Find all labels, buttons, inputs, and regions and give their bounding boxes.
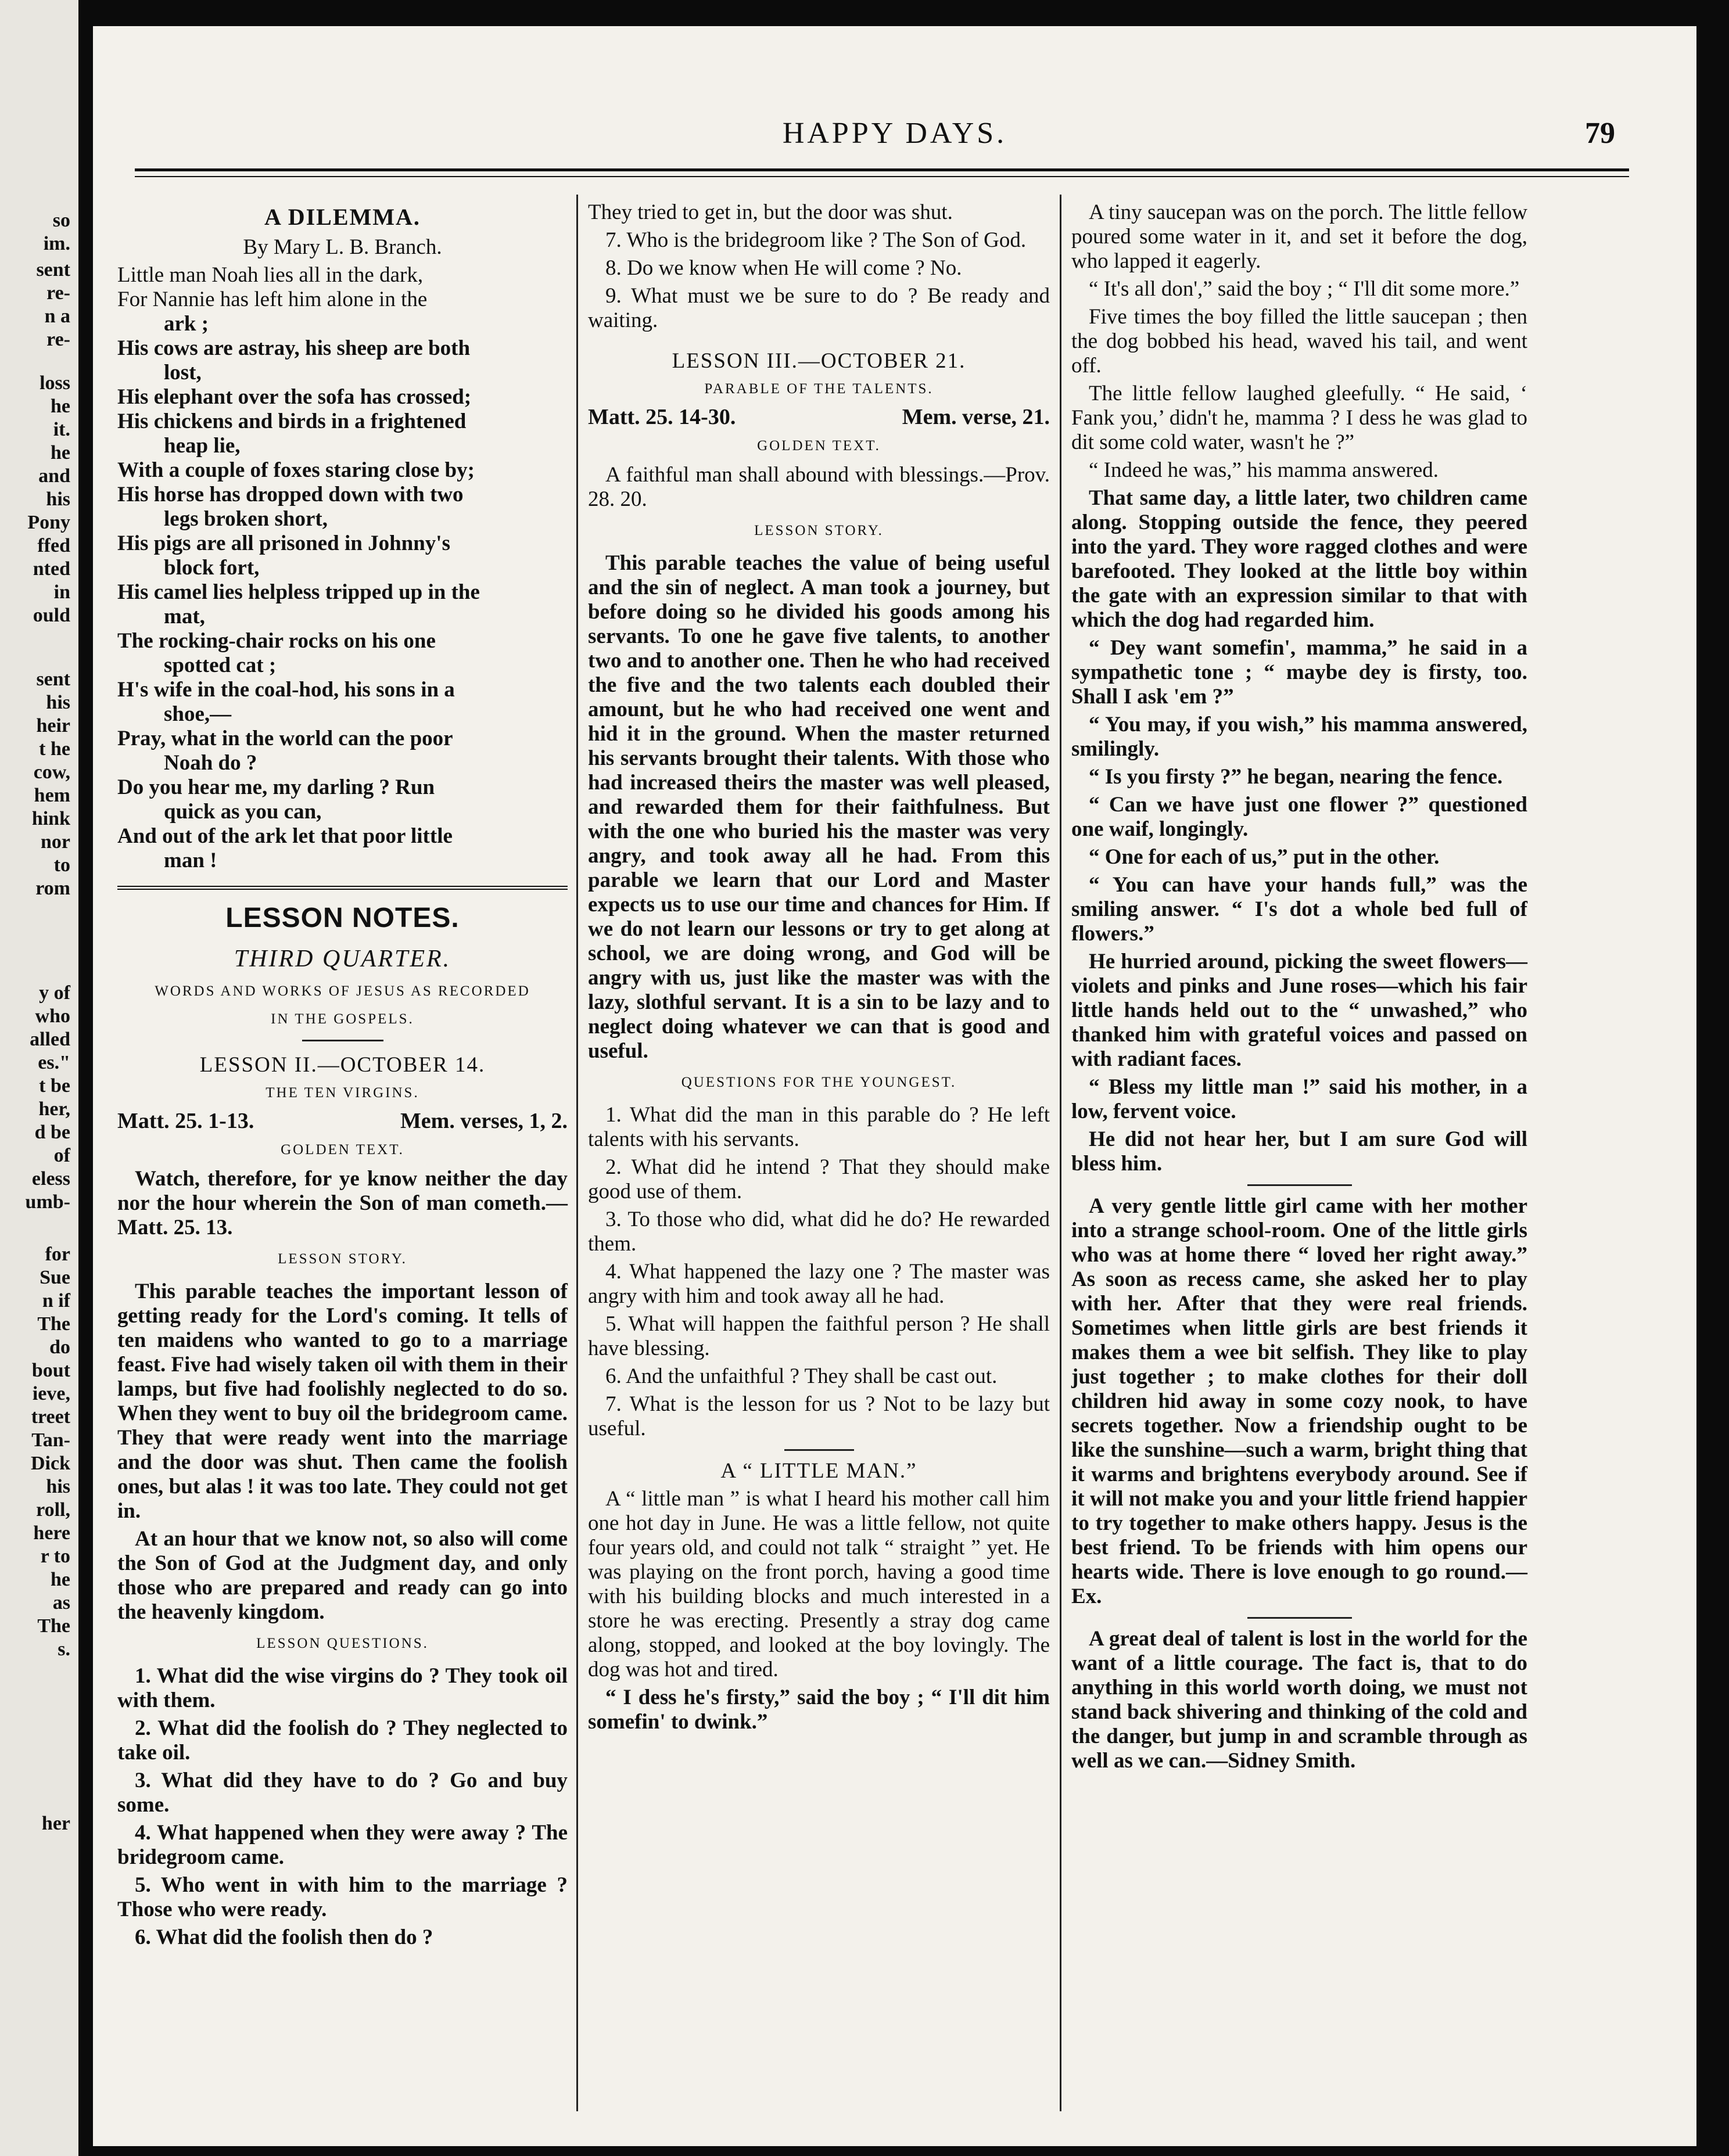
courage-article: A great deal of talent is lost in the world for the want of a little courage. The fact is, that to do anything in this world worth doing, we must not stand back shivering and thinking of the cold and the danger, but jump in and scramble through as well as we can.—Sidney Smith. — [1071, 1627, 1527, 1773]
lesson-story-paragraph: This parable teaches the value of being useful and the sin of neglect. A man took a journey, but before doing so he divided his goods among his servants. To one he gave five talents, to another two and to another one. Then he who had received the five and the two talents each doubled their amount, but he who had received one went and hid it in the ground. When the master returned his servants brought their talents. With those who had increased theirs the master was well pleased, and rewarded them for their faithfulness. But with the one who buried his the master was very angry, and took away all he had. From this parable we learn that our Lord and Master expects us to use our time and chances for Him. If we do not learn our lessons or try to get along at school, we are doing wrong, and God will be angry with us, just like the master was with the lazy, slothful servant. It is a sin to be lazy and to neglect doing whatever we can that is good and useful. — [588, 551, 1050, 1063]
gutter-fragment: her — [41, 1813, 70, 1834]
gutter-fragment: roll, — [36, 1499, 70, 1521]
poem-line: H's wife in the coal-hod, his sons in a — [117, 678, 455, 702]
golden-text: Watch, therefore, for ye know neither the day nor the hour wherein the Son of man cometh.—Matt. 25. 13. — [117, 1167, 568, 1239]
youngest-question: 5. What will happen the faithful person ? He shall have blessing. — [588, 1312, 1050, 1360]
story-continuation — [1071, 200, 1527, 1176]
gutter-fragment: n if — [42, 1290, 70, 1311]
story-paragraph: “ Dey want somefin', mamma,” he said in a sympathetic tone ; “ maybe dey is firsty, too. Shall I ask 'em ?” — [1071, 636, 1527, 709]
scripture-reference — [588, 405, 1050, 429]
story-paragraph: “ Can we have just one flower ?” questioned one waif, longingly. — [1071, 793, 1527, 841]
lesson-question: 6. What did the foolish then do ? — [135, 1925, 433, 1949]
golden-text-label: GOLDEN TEXT. — [757, 438, 881, 454]
gutter-fragment: The — [37, 1615, 70, 1637]
short-rule — [1247, 1184, 1352, 1186]
story-paragraph: “ You may, if you wish,” his mamma answered, smilingly. — [1071, 713, 1527, 761]
lesson-story-label: LESSON STORY. — [278, 1251, 407, 1267]
poem-author: By Mary L. B. Branch. — [243, 235, 442, 259]
golden-text-label: GOLDEN TEXT. — [281, 1142, 404, 1158]
lesson-story-label: LESSON STORY. — [754, 523, 884, 538]
reference-passage: Matt. 25. 14-30. — [588, 405, 736, 429]
reference-memory-verses: Mem. verse, 21. — [902, 405, 1050, 429]
column-left — [117, 200, 568, 1953]
gutter-fragment: bout — [31, 1360, 70, 1381]
column-right — [1071, 200, 1527, 1777]
youngest-question: 4. What happened the lazy one ? The master was angry with him and took away all he had. — [588, 1260, 1050, 1308]
lesson-subtitle: PARABLE OF THE TALENTS. — [704, 381, 934, 397]
gutter-fragment: eless — [31, 1168, 70, 1190]
lesson-question: 1. What did the wise virgins do ? They took oil with them. — [117, 1664, 568, 1712]
lesson-title: LESSON III.—OCTOBER 21. — [672, 349, 966, 373]
lesson-question: 8. Do we know when He will come ? No. — [605, 256, 962, 280]
poem-line: His pigs are all prisoned in Johnny's — [117, 531, 450, 555]
quarter-heading: THIRD QUARTER. — [234, 946, 451, 972]
scripture-reference — [117, 1109, 568, 1133]
lesson-question: 7. Who is the bridegroom like ? The Son of God. — [605, 228, 1027, 252]
poem-line-continuation: block fort, — [164, 556, 260, 580]
gutter-fragment: his — [46, 692, 70, 713]
gutter-fragment: t be — [39, 1075, 70, 1097]
gutter-fragment: r to — [40, 1546, 70, 1567]
story-paragraph: “ Indeed he was,” his mamma answered. — [1089, 458, 1439, 482]
page-number: 79 — [1585, 117, 1615, 150]
quarter-subheading-1: WORDS AND WORKS OF JESUS AS RECORDED — [155, 983, 530, 999]
lesson-notes-title: LESSON NOTES. — [225, 903, 460, 933]
gutter-fragment: Dick — [31, 1453, 70, 1474]
poem-line: His cows are astray, his sheep are both — [117, 336, 471, 360]
gutter-fragment: his — [46, 488, 70, 510]
story-paragraph: “ One for each of us,” put in the other. — [1089, 845, 1440, 869]
lesson-question: 4. What happened when they were away ? The bridegroom came. — [117, 1821, 568, 1869]
lesson-title: LESSON II.—OCTOBER 14. — [199, 1053, 486, 1077]
poem-line-continuation: spotted cat ; — [164, 653, 277, 677]
gutter-fragment: here — [33, 1522, 70, 1544]
reference-memory-verses: Mem. verses, 1, 2. — [400, 1109, 568, 1133]
quarter-subheading-2: IN THE GOSPELS. — [271, 1011, 414, 1027]
gutter-fragment: n a — [44, 306, 70, 327]
masthead-title: HAPPY DAYS. — [782, 117, 1007, 150]
gutter-fragment: cow, — [33, 761, 70, 783]
poem-line-continuation: shoe,— — [164, 702, 232, 726]
short-rule — [1247, 1617, 1352, 1619]
lesson-subtitle: THE TEN VIRGINS. — [266, 1085, 419, 1101]
gutter-fragment: and — [38, 465, 70, 487]
gutter-fragment: to — [53, 854, 70, 876]
story-paragraph: “ Is you firsty ?” he began, nearing the fence. — [1089, 765, 1503, 789]
poem-title: A DILEMMA. — [264, 204, 421, 230]
poem-line: For Nannie has left him alone in the — [117, 288, 428, 311]
poem-line: Do you hear me, my darling ? Run — [117, 775, 435, 799]
poem-line: Little man Noah lies all in the dark, — [117, 263, 424, 287]
header-rule — [135, 168, 1629, 171]
lesson-question: 9. What must we be sure to do ? Be ready and waiting. — [588, 284, 1050, 332]
gutter-fragment: he — [51, 1569, 70, 1590]
youngest-question: 3. To those who did, what did he do? He rewarded them. — [588, 1208, 1050, 1256]
youngest-question: 1. What did the man in this parable do ? He left talents with his servants. — [588, 1103, 1050, 1151]
gutter-fragment: umb- — [25, 1191, 70, 1213]
page-header — [93, 116, 1696, 163]
gutter-fragment: for — [45, 1244, 70, 1265]
poem-line-continuation: man ! — [164, 849, 217, 872]
story-paragraph: “ It's all don',” said the boy ; “ I'll dit some more.” — [1089, 277, 1520, 301]
gutter-fragment: alled — [30, 1029, 70, 1050]
story-paragraph: He did not hear her, but I am sure God will bless him. — [1071, 1127, 1527, 1176]
gutter-fragment: re- — [46, 329, 70, 350]
gutter-fragment: d be — [34, 1122, 70, 1143]
reference-passage: Matt. 25. 1-13. — [117, 1109, 254, 1133]
story-paragraph: “ Bless my little man !” said his mother, in a low, fervent voice. — [1071, 1075, 1527, 1123]
youngest-questions-label: QUESTIONS FOR THE YOUNGEST. — [681, 1075, 957, 1090]
gutter-fragment: loss — [40, 372, 70, 394]
story-paragraph: A tiny saucepan was on the porch. The little fellow poured some water in it, and set it before the dog, who lapped it eagerly. — [1071, 200, 1527, 273]
gutter-fragment: her, — [38, 1098, 70, 1120]
poem-line: His horse has dropped down with two — [117, 483, 464, 506]
youngest-question: 7. What is the lesson for us ? Not to be lazy but useful. — [588, 1392, 1050, 1440]
golden-text: A faithful man shall abound with blessings.—Prov. 28. 20. — [588, 463, 1050, 511]
header-rule-thin — [135, 176, 1629, 177]
gutter-fragment: Sue — [40, 1267, 70, 1288]
gutter-fragment: y of — [39, 982, 70, 1004]
poem-line-continuation: Noah do ? — [164, 751, 257, 775]
gutter-fragment: treet — [31, 1406, 70, 1428]
section-rule — [117, 886, 568, 893]
gutter-fragment: Pony — [27, 512, 70, 533]
lesson-question: 3. What did they have to do ? Go and buy some. — [117, 1769, 568, 1817]
story-paragraph: The little fellow laughed gleefully. “ He said, ‘ Fank you,’ didn't he, mamma ? I dess he was glad to dit some cold water, wasn't he ?” — [1071, 382, 1527, 454]
story-paragraph: That same day, a little later, two children came along. Stopping outside the fence, they peered into the yard. They wore ragged clothes and were barefooted. They looked at the little boy within the gate with an expression similar to that with which the dog had regarded him. — [1071, 486, 1527, 632]
lesson-questions-label: LESSON QUESTIONS. — [256, 1636, 429, 1651]
poem-line: Pray, what in the world can the poor — [117, 727, 453, 750]
short-rule — [784, 1449, 854, 1451]
gutter-fragment: nor — [41, 831, 70, 853]
gutter-fragment: Tan- — [31, 1429, 70, 1451]
poem — [117, 263, 568, 873]
poem-line-continuation: lost, — [164, 361, 202, 385]
poem-line-continuation: ark ; — [164, 312, 209, 336]
lesson-story-paragraph: This parable teaches the important lesson of getting ready for the Lord's coming. It tells of ten maidens who wanted to go to a marriage feast. Five had wisely taken oil with them in their lamps, but five had foolishly neglected to do so. When they went to buy oil the bridegroom came. They that were ready went into the marriage and the door was shut. Then came the foolish ones, but alas ! it was too late. They could not get in. — [117, 1280, 568, 1523]
gutter-fragment: of — [53, 1145, 70, 1166]
poem-line: And out of the ark let that poor little — [117, 824, 453, 848]
gutter-fragment: es." — [38, 1052, 70, 1073]
story-paragraph: He hurried around, picking the sweet flowers—violets and pinks and June roses—which his fair little hands held out to the “ unwashed,” who thanked him with grateful voices and passed on with radiant faces. — [1071, 950, 1527, 1071]
friends-article: A very gentle little girl came with her mother into a strange school-room. One of the little girls who was at home there “ loved her right away.” As soon as recess came, she asked her to play with her. After that they were real friends. Sometimes when little girls are best friends it makes them a wee bit selfish. They like to play just together ; to make clothes for their doll children hid away in some cozy nook, to have secrets together. Now a friendship ought to be like the sunshine—such a warm, bright thing that it warms and brightens everybody around. See if it will not make you and your little friend happier to try together to make others happy. Jesus is the best friend. To be friends with him opens our hearts wide. There is love enough to go round.—Ex. — [1071, 1194, 1527, 1608]
gutter-fragment: his — [46, 1476, 70, 1497]
story-paragraph: “ I dess he's firsty,” said the boy ; “ I'll dit him somefin' to dwink.” — [588, 1686, 1050, 1734]
gutter-fragment: sent — [36, 259, 70, 281]
story-title: A “ LITTLE MAN.” — [720, 1459, 917, 1483]
poem-line-continuation: quick as you can, — [164, 800, 322, 824]
gutter-fragment: do — [49, 1336, 70, 1358]
gutter-fragment: t he — [39, 738, 70, 760]
newspaper-page — [93, 26, 1696, 2146]
gutter-fragment: sent — [36, 669, 70, 690]
story-paragraph: Five times the boy filled the little saucepan ; then the dog bobbed his head, waved his tail, and went off. — [1071, 305, 1527, 378]
youngest-question: 6. And the unfaithful ? They shall be cast out. — [605, 1364, 998, 1388]
poem-line: The rocking-chair rocks on his one — [117, 629, 436, 653]
gutter-fragment: ffed — [37, 535, 70, 556]
gutter-fragment: he — [51, 442, 70, 463]
poem-line: With a couple of foxes staring close by; — [117, 458, 475, 482]
gutter-fragment: he — [51, 396, 70, 417]
poem-line: His chickens and birds in a frightened — [117, 409, 467, 433]
question-continuation: They tried to get in, but the door was shut. — [588, 200, 953, 224]
poem-line: His elephant over the sofa has crossed; — [117, 385, 472, 409]
gutter-fragment: nted — [33, 558, 70, 580]
adjacent-page-gutter — [0, 0, 78, 2156]
gutter-fragment: im. — [43, 233, 70, 254]
gutter-fragment: as — [52, 1592, 70, 1614]
column-middle — [588, 200, 1050, 1738]
column-divider-2 — [1060, 195, 1061, 2111]
lesson-story-paragraph: At an hour that we know not, so also will come the Son of God at the Judgment day, and only those who are prepared and ready can go into the heavenly kingdom. — [117, 1527, 568, 1624]
gutter-fragment: it. — [53, 419, 70, 440]
column-divider-1 — [576, 195, 578, 2111]
gutter-fragment: who — [35, 1005, 70, 1027]
story-paragraph: “ You can have your hands full,” was the smiling answer. “ I's dot a whole bed full of flowers.” — [1071, 873, 1527, 946]
youngest-question: 2. What did he intend ? That they should make good use of them. — [588, 1155, 1050, 1203]
gutter-fragment: ieve, — [32, 1383, 70, 1404]
lesson-question: 2. What did the foolish do ? They neglected to take oil. — [117, 1716, 568, 1765]
poem-line-continuation: heap lie, — [164, 434, 241, 458]
gutter-fragment: ould — [33, 605, 70, 626]
gutter-fragment: re- — [46, 282, 70, 304]
short-rule — [302, 1040, 383, 1041]
poem-line-continuation: legs broken short, — [164, 507, 328, 531]
gutter-fragment: in — [53, 581, 70, 603]
gutter-fragment: hink — [31, 808, 70, 829]
lesson-question: 5. Who went in with him to the marriage ? Those who were ready. — [117, 1873, 568, 1921]
gutter-fragment: heir — [36, 715, 70, 736]
poem-line-continuation: mat, — [164, 605, 205, 628]
gutter-fragment: s. — [58, 1638, 70, 1660]
story-paragraph: A “ little man ” is what I heard his mother call him one hot day in June. He was a little fellow, not quite four years old, and could not talk “ straight ” yet. He was playing on the front porch, having a good time with his building blocks and much interested in a store he was erecting. Presently a stray dog came along, stopped, and looked at the boy lovingly. The dog was hot and tired. — [588, 1487, 1050, 1681]
gutter-fragment: so — [52, 210, 70, 231]
gutter-fragment: The — [37, 1313, 70, 1335]
gutter-fragment: rom — [35, 878, 70, 899]
poem-line: His camel lies helpless tripped up in the — [117, 580, 480, 604]
gutter-fragment: hem — [34, 785, 70, 806]
